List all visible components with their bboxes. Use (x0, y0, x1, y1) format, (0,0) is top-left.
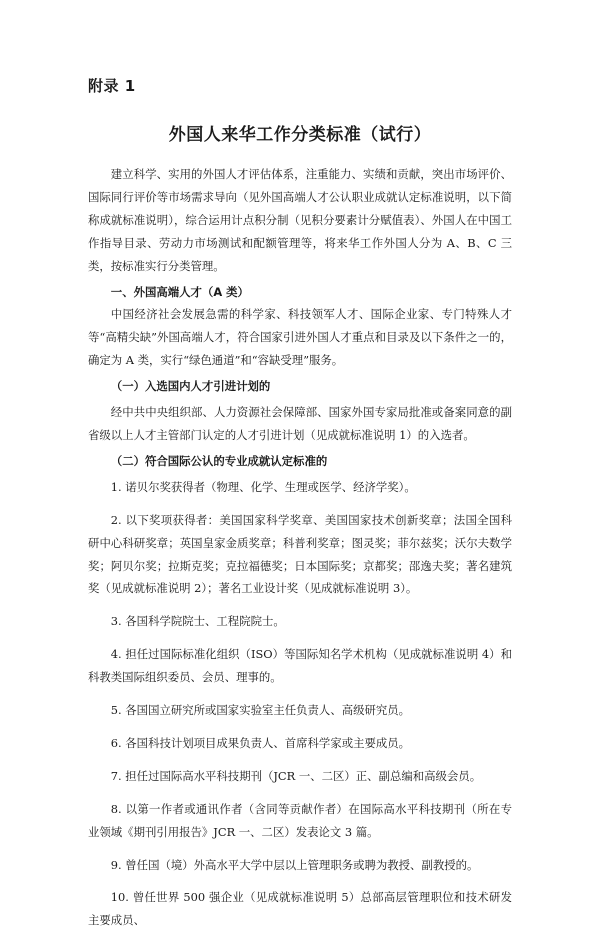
list-item: 10. 曾任世界 500 强企业（见成就标准说明 5）总部高层管理职位和技术研发主要成员、 (88, 890, 512, 928)
list-item: 6. 各国科技计划项目成果负责人、首席科学家或主要成员。 (110, 735, 411, 750)
list-item: 2. 以下奖项获得者：美国国家科学奖章、美国国家技术创新奖章；法国全国科研中心科研奖章；英国皇家金质奖章；科普利奖章；图灵奖；菲尔兹奖；沃尔夫数学奖；阿贝尔奖；拉斯克奖；克拉福德奖；日本国际奖；京都奖；邵逸夫奖；著名建筑奖（见成就标准说明 2）；著名工业设计奖（见成就标准说明 3）。 (88, 512, 512, 596)
section-a-heading: 一、外国高端人才（A 类） (110, 284, 249, 299)
intro-paragraph: 建立科学、实用的外国人才评估体系，注重能力、实绩和贡献，突出市场评价、国际同行评价等市场需求导向（见外国高端人才公认职业成就认定标准说明，以下简称成就标准说明），综合运用计点积分制（见积分要素计分赋值表）、外国人在中国工作指导目录、劳动力市场测试和配额管理等，将来华工作外国人分为 A、B、C 三类，按标准实行分类管理。 (88, 167, 512, 273)
section-a-paragraph: 中国经济社会发展急需的科学家、科技领军人才、国际企业家、专门特殊人才等“高精尖缺”外国高端人才，符合国家引进外国人才重点和目录及以下条件之一的，确定为 A 类，实行“绿色通道”和“容缺受理”服务。 (88, 307, 512, 368)
list-item: 1. 诺贝尔奖获得者（物理、化学、生理或医学、经济学奖）。 (110, 479, 416, 494)
subsection-2-heading: （二）符合国际公认的专业成就认定标准的 (110, 453, 328, 468)
appendix-label: 附录 1 (88, 77, 136, 95)
list-item: 4. 担任过国际标准化组织（ISO）等国际知名学术机构（见成就标准说明 4）和科教类国际组织委员、会员、理事的。 (88, 647, 512, 685)
list-item: 7. 担任过国际高水平科技期刊（JCR 一、二区）正、副总编和高级会员。 (110, 768, 482, 783)
document-title: 外国人来华工作分类标准（试行） (168, 125, 432, 145)
document-body (88, 163, 512, 942)
list-item: 8. 以第一作者或通讯作者（含同等贡献作者）在国际高水平科技期刊（所在专业领域《期刊引用报告》JCR 一、二区）发表论文 3 篇。 (88, 801, 512, 839)
list-item: 3. 各国科学院院士、工程院院士。 (110, 614, 285, 629)
list-item: 9. 曾任国（境）外高水平大学中层以上管理职务或聘为教授、副教授的。 (110, 857, 479, 872)
subsection-1-heading: （一）入选国内人才引进计划的 (110, 379, 271, 394)
list-item: 5. 各国国立研究所或国家实验室主任负责人、高级研究员。 (110, 703, 411, 718)
subsection-1-paragraph: 经中共中央组织部、人力资源社会保障部、国家外国专家局批准或备案同意的副省级以上人才主管部门认定的人才引进计划（见成就标准说明 1）的入选者。 (88, 405, 512, 442)
